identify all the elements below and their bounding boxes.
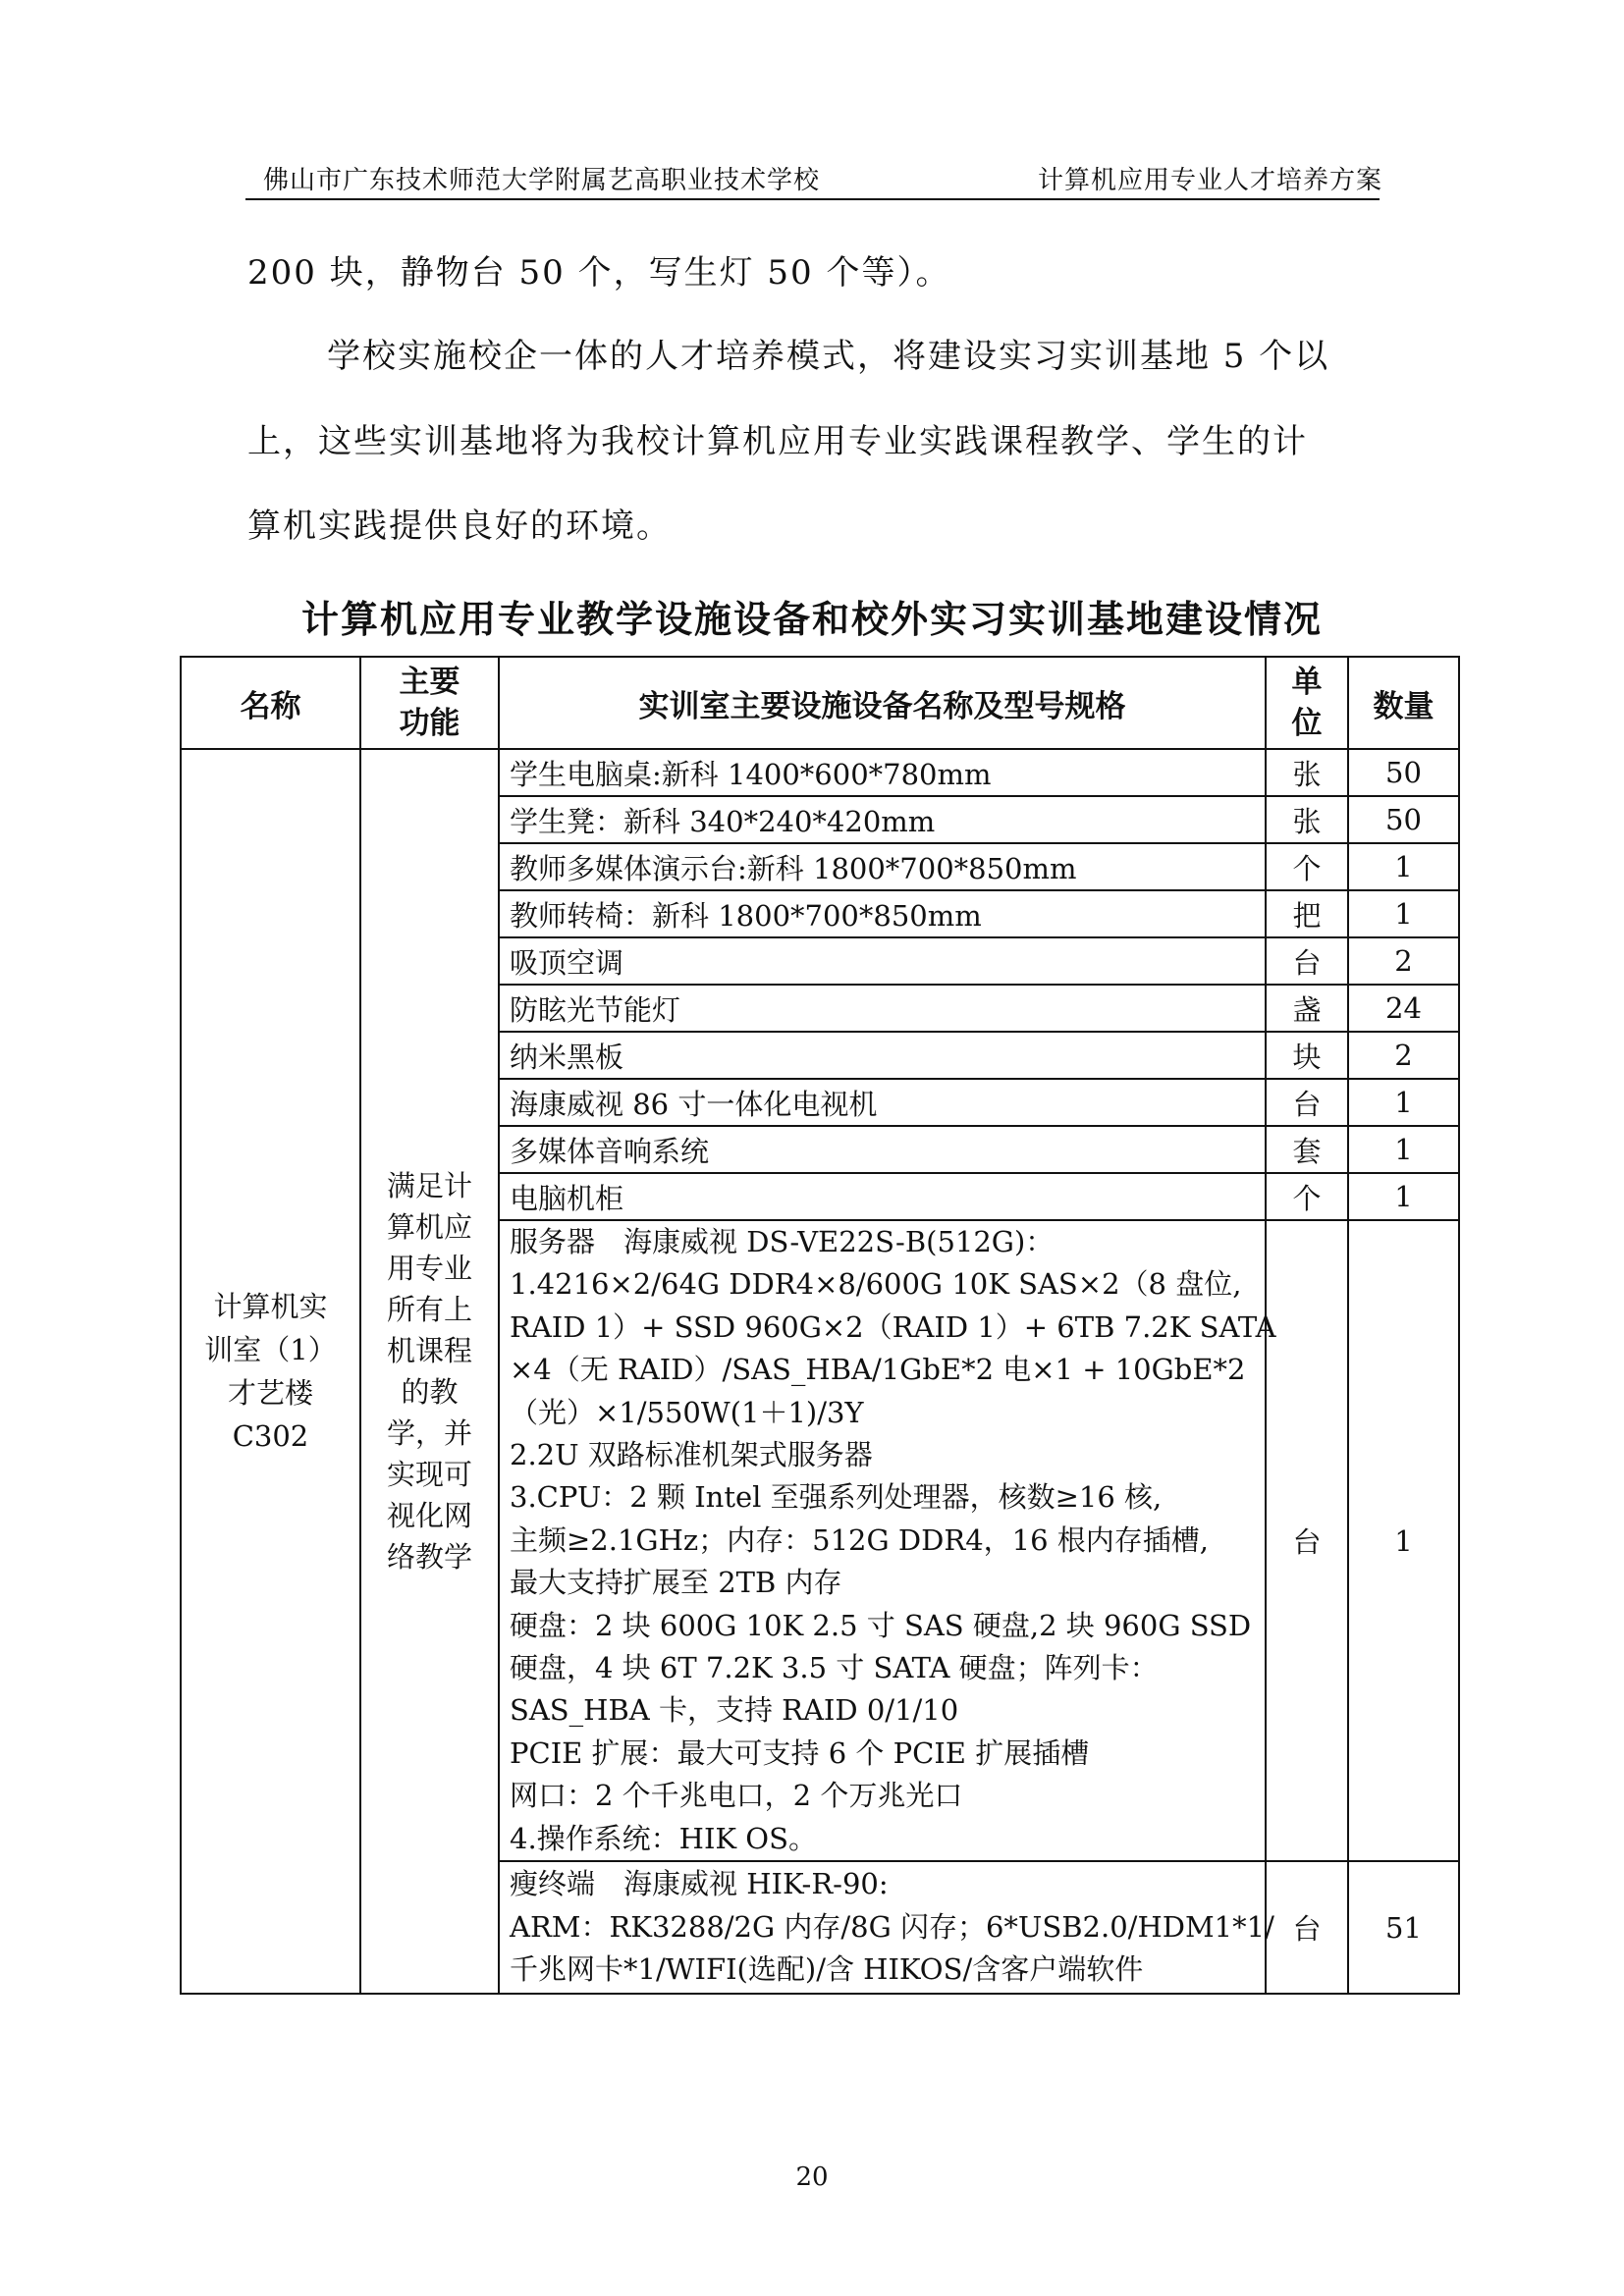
body-paragraph-line: 学校实施校企一体的人才培养模式，将建设实习实训基地 5 个以 (327, 337, 1330, 376)
qty-cell: 50 (1348, 796, 1459, 843)
unit-cell: 个 (1266, 843, 1348, 890)
header-school-name: 佛山市广东技术师范大学附属艺高职业技术学校 (263, 166, 821, 195)
unit-cell: 套 (1266, 1126, 1348, 1173)
equipment-table (180, 656, 1460, 1995)
qty-cell: 1 (1348, 1126, 1459, 1173)
unit-cell: 台 (1266, 1079, 1348, 1126)
qty-cell: 1 (1348, 1220, 1459, 1861)
table-row (181, 749, 1459, 796)
unit-cell: 台 (1266, 937, 1348, 985)
header-function: 主要 功能 (360, 657, 499, 749)
unit-cell: 台 (1266, 1220, 1348, 1861)
spec-cell: 纳米黑板 (499, 1032, 1266, 1079)
qty-cell: 51 (1348, 1861, 1459, 1994)
qty-cell: 1 (1348, 843, 1459, 890)
qty-cell: 24 (1348, 985, 1459, 1032)
qty-cell: 50 (1348, 749, 1459, 796)
body-paragraph-line: 算机实践提供良好的环境。 (247, 507, 672, 546)
unit-cell: 张 (1266, 796, 1348, 843)
spec-cell: 防眩光节能灯 (499, 985, 1266, 1032)
table-header-row (181, 657, 1459, 749)
unit-cell: 张 (1266, 749, 1348, 796)
header-unit: 单 位 (1266, 657, 1348, 749)
spec-cell: 学生凳：新科 340*240*420mm (499, 796, 1266, 843)
qty-cell: 1 (1348, 1079, 1459, 1126)
spec-cell: 学生电脑桌:新科 1400*600*780mm (499, 749, 1266, 796)
unit-cell: 个 (1266, 1173, 1348, 1220)
spec-cell: 教师转椅：新科 1800*700*850mm (499, 890, 1266, 937)
spec-cell: 吸顶空调 (499, 937, 1266, 985)
unit-cell: 把 (1266, 890, 1348, 937)
header-spec: 实训室主要设施设备名称及型号规格 (499, 657, 1266, 749)
qty-cell: 2 (1348, 1032, 1459, 1079)
header-qty: 数量 (1348, 657, 1459, 749)
unit-cell: 块 (1266, 1032, 1348, 1079)
room-function-cell: 满足计 算机应 用专业 所有上 机课程 的教 学，并 实现可 视化网 络教学 (360, 749, 499, 1994)
qty-cell: 2 (1348, 937, 1459, 985)
page-number: 20 (795, 2163, 829, 2192)
unit-cell: 台 (1266, 1861, 1348, 1994)
qty-cell: 1 (1348, 890, 1459, 937)
unit-cell: 盏 (1266, 985, 1348, 1032)
spec-cell: 教师多媒体演示台:新科 1800*700*850mm (499, 843, 1266, 890)
qty-cell: 1 (1348, 1173, 1459, 1220)
body-paragraph-line: 200 块，静物台 50 个，写生灯 50 个等）。 (247, 253, 951, 293)
server-spec-cell: 服务器 海康威视 DS-VE22S-B(512G)： 1.4216×2/64G DDR4×8/600G 10K SAS×2（8 盘位, RAID 1）+ SSD 960G×2（RAID 1）+ 6TB 7.2K SATA ×4（无 RAID）/SAS_HBA/1GbE*2 电×1 + 10GbE*2 （光）×1/550W(1＋1)/3Y 2.2U 双路标准机架式服务器 3.CPU：2 颗 Intel 至强系列处理器，核数≥16 核, 主频≥2.1GHz；内存：512G DDR4，16 根内存插槽, 最大支持扩展至 2TB 内存 硬盘：2 块 600G 10K 2.5 寸 SAS 硬盘,2 块 960G SSD 硬盘，4 块 6T 7.2K 3.5 寸 SATA 硬盘；阵列卡： SAS_HBA 卡，支持 RAID 0/1/10 PCIE 扩展：最大可支持 6 个 PCIE 扩展插槽 网口：2 个千兆电口，2 个万兆光口 4.操作系统：HIK OS。 (499, 1220, 1266, 1861)
header-name: 名称 (181, 657, 360, 749)
header-divider (245, 198, 1380, 200)
spec-cell: 多媒体音响系统 (499, 1126, 1266, 1173)
spec-cell: 电脑机柜 (499, 1173, 1266, 1220)
room-name-cell: 计算机实 训室（1） 才艺楼 C302 (181, 749, 360, 1994)
thin-client-spec-cell: 瘦终端 海康威视 HIK-R-90: ARM：RK3288/2G 内存/8G 闪存；6*USB2.0/HDM1*1/ 千兆网卡*1/WIFI(选配)/含 HIKOS/含客户端软件 (499, 1861, 1266, 1994)
spec-cell: 海康威视 86 寸一体化电视机 (499, 1079, 1266, 1126)
table-title: 计算机应用专业教学设施设备和校外实习实训基地建设情况 (300, 598, 1323, 641)
body-paragraph-line: 上，这些实训基地将为我校计算机应用专业实践课程教学、学生的计 (247, 422, 1308, 461)
header-document-title: 计算机应用专业人才培养方案 (1037, 166, 1382, 195)
